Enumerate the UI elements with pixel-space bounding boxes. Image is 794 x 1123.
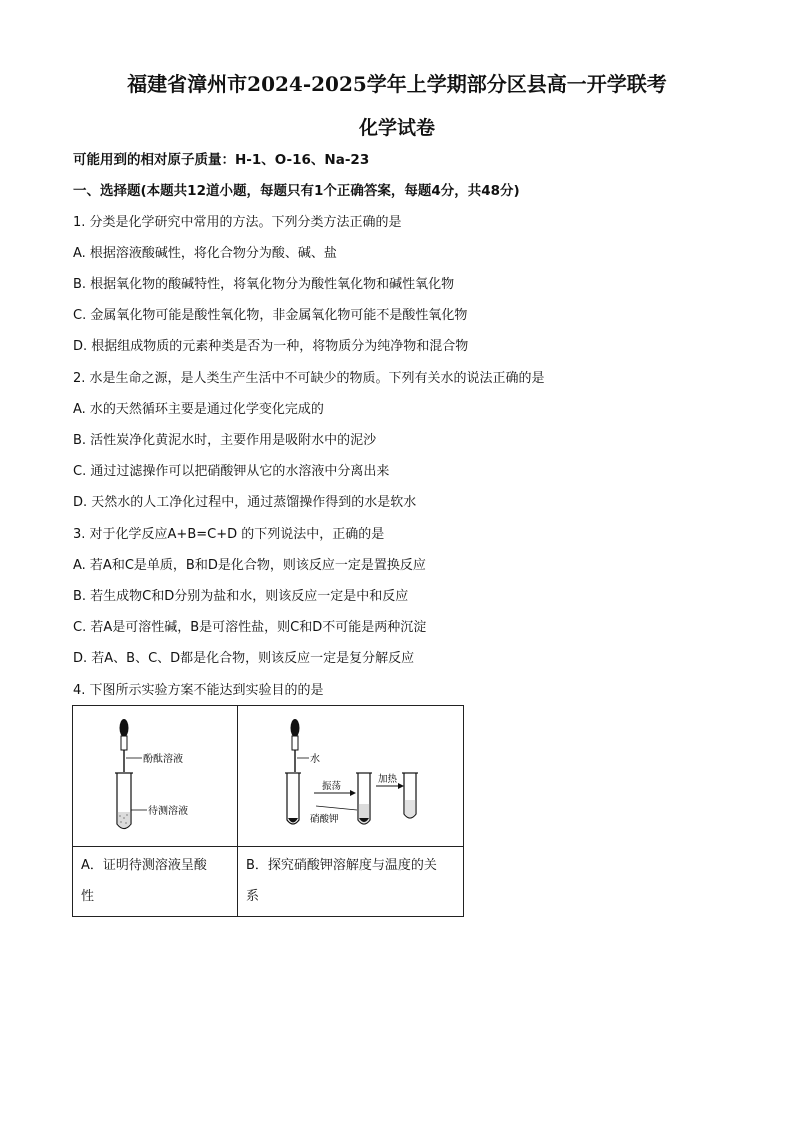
question-1-option-c: C. 金属氧化物可能是酸性氧化物，非金属氧化物可能不是酸性氧化物 bbox=[73, 308, 468, 323]
question-1-stem: 1. 分类是化学研究中常用的方法。下列分类方法正确的是 bbox=[73, 215, 402, 230]
question-3-stem: 3. 对于化学反应A+B=C+D 的下列说法中，正确的是 bbox=[73, 527, 385, 542]
dropper-bulb-icon bbox=[291, 719, 300, 737]
experiment-b-caption bbox=[238, 847, 464, 917]
experiment-b-figure bbox=[238, 706, 464, 847]
heat-label: 加热 bbox=[378, 774, 398, 785]
experiment-b-diagram bbox=[238, 706, 463, 842]
caption-a-line1: A．证明待测溶液呈酸 bbox=[81, 858, 207, 873]
caption-b-line1: B．探究硝酸钾溶解度与温度的关 bbox=[246, 858, 437, 873]
question-2-stem: 2. 水是生命之源，是人类生产生活中不可缺少的物质。下列有关水的说法正确的是 bbox=[73, 371, 545, 386]
question-1-option-b: B. 根据氧化物的酸碱特性，将氧化物分为酸性氧化物和碱性氧化物 bbox=[73, 277, 455, 292]
experiment-a-diagram bbox=[73, 706, 237, 842]
experiment-a-caption bbox=[73, 847, 238, 917]
experiment-a-figure bbox=[73, 706, 238, 847]
test-tube-1-icon bbox=[287, 773, 299, 824]
shake-label: 振荡 bbox=[322, 781, 342, 792]
section-heading: 一、选择题(本题共12道小题，每题只有1个正确答案，每题4分，共48分) bbox=[73, 183, 520, 199]
dropper-label-a: 酚酞溶液 bbox=[143, 754, 183, 765]
experiment-table bbox=[72, 705, 464, 917]
tube-label-b: 硝酸钾 bbox=[310, 814, 339, 825]
question-3-option-d: D. 若A、B、C、D都是化合物，则该反应一定是复分解反应 bbox=[73, 651, 415, 666]
question-1-option-a: A. 根据溶液酸碱性，将化合物分为酸、碱、盐 bbox=[73, 246, 337, 261]
question-2-option-c: C. 通过过滤操作可以把硝酸钾从它的水溶液中分离出来 bbox=[73, 464, 390, 479]
question-3-option-a: A. 若A和C是单质，B和D是化合物，则该反应一定是置换反应 bbox=[73, 558, 426, 573]
dropper-label-b: 水 bbox=[310, 754, 320, 765]
exam-title: 福建省漳州市2024-2025学年上学期部分区县高一开学联考 bbox=[127, 72, 667, 96]
question-4-stem: 4. 下图所示实验方案不能达到实验目的的是 bbox=[73, 683, 324, 698]
caption-b-line2: 系 bbox=[246, 889, 260, 904]
question-3-option-b: B. 若生成物C和D分别为盐和水，则该反应一定是中和反应 bbox=[73, 589, 409, 604]
question-3-option-c: C. 若A是可溶性碱，B是可溶性盐，则C和D不可能是两种沉淀 bbox=[73, 620, 427, 635]
tube-label-a: 待测溶液 bbox=[148, 806, 188, 817]
question-1-option-d: D. 根据组成物质的元素种类是否为一种，将物质分为纯净物和混合物 bbox=[73, 339, 469, 354]
atomic-masses: 可能用到的相对原子质量：H-1、O-16、Na-23 bbox=[73, 152, 370, 168]
question-2-option-b: B. 活性炭净化黄泥水时，主要作用是吸附水中的泥沙 bbox=[73, 433, 377, 448]
exam-subtitle: 化学试卷 bbox=[358, 117, 435, 139]
dropper-bulb-icon bbox=[120, 719, 129, 737]
question-2-option-d: D. 天然水的人工净化过程中，通过蒸馏操作得到的水是软水 bbox=[73, 495, 417, 510]
question-2-option-a: A. 水的天然循环主要是通过化学变化完成的 bbox=[73, 402, 324, 417]
caption-a-line2: 性 bbox=[81, 889, 95, 904]
